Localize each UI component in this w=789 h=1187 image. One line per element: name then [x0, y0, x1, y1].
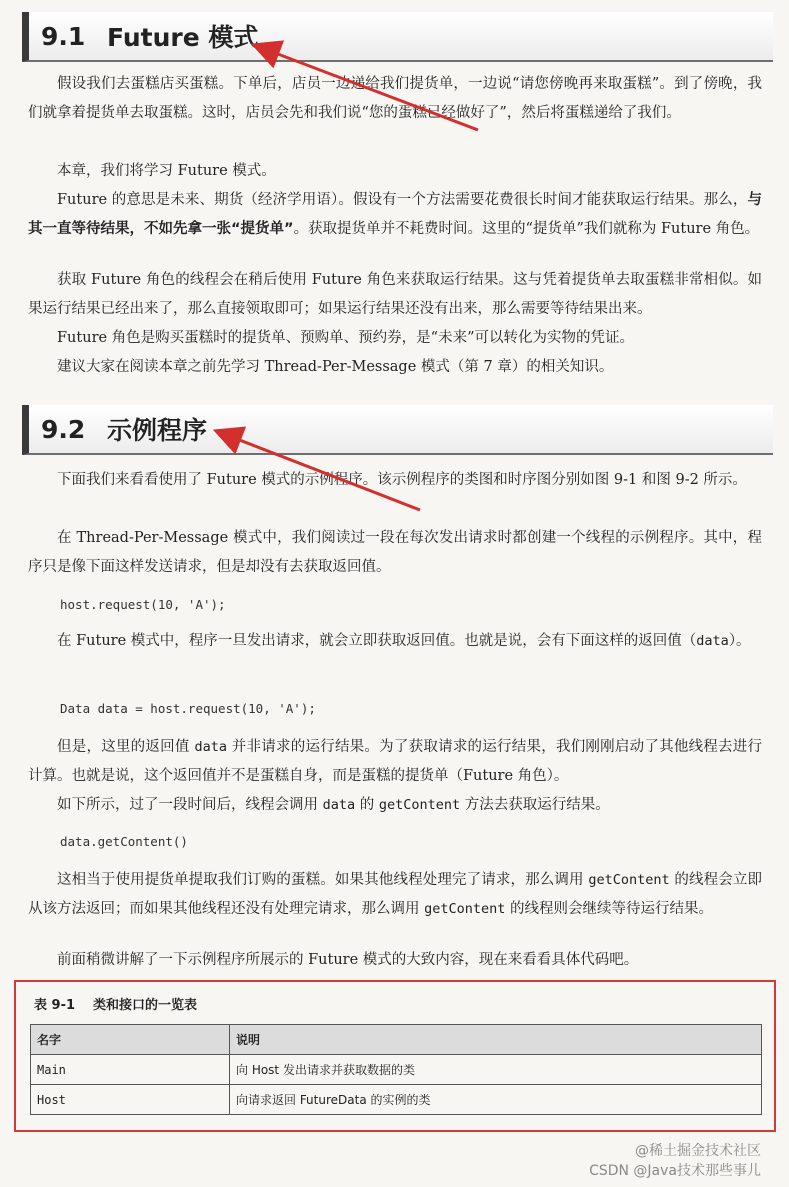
- watermark-csdn: CSDN @Java技术那些事儿: [589, 1163, 761, 1179]
- paragraph: 假设我们去蛋糕店买蛋糕。下单后，店员一边递给我们提货单，一边说“请您傍晚再来取蛋糕”。到了傍晚，我们就拿着提货单去取蛋糕。这时，店员会先和我们说“您的蛋糕已经做好了”，然后将蛋糕递给了我们。: [28, 76, 762, 121]
- code-line: data.getContent(): [60, 834, 188, 849]
- annotation-arrow-2: [224, 434, 420, 510]
- table-cell-desc: 向 Host 发出请求并获取数据的类: [230, 1055, 762, 1085]
- code-line: Data data = host.request(10, 'A');: [60, 701, 316, 716]
- column-header: 说明: [230, 1025, 762, 1055]
- paragraph: 前面稍微讲解了一下示例程序所展示的 Future 模式的大致内容，现在来看看具体代码吧。: [57, 952, 639, 968]
- section-number: 9.1: [41, 21, 86, 51]
- paragraph: 这相当于使用提货单提取我们订购的蛋糕。如果其他线程处理完了请求，那么调用 getContent 的线程会立即从该方法返回；而如果其他线程还没有处理完请求，那么调用 getContent 的线程则会继续等待运行结果。: [28, 872, 763, 917]
- paragraph: 在 Thread-Per-Message 模式中，我们阅读过一段在每次发出请求时都创建一个线程的示例程序。其中，程序只是像下面这样发送请求，但是却没有去获取返回值。: [28, 530, 762, 575]
- paragraph: 在 Future 模式中，程序一旦发出请求，就会立即获取返回值。也就是说，会有下面这样的返回值（data）。: [57, 633, 751, 649]
- paragraph: 如下所示，过了一段时间后，线程会调用 data 的 getContent 方法去获取运行结果。: [57, 797, 610, 813]
- paragraph: 但是，这里的返回值 data 并非请求的运行结果。为了获取请求的运行结果，我们刚刚启动了其他线程去进行计算。也就是说，这个返回值并不是蛋糕自身，而是蛋糕的提货单（Future 角色）。: [28, 739, 762, 784]
- table-cell-name: Main: [31, 1055, 230, 1085]
- paragraph: Future 的意思是未来、期货（经济学用语）。假设有一个方法需要花费很长时间才能获取运行结果。那么，与其一直等待结果，不如先拿一张“提货单”。获取提货单并不耗费时间。这里的“提货单”我们就称为 Future 角色。: [28, 192, 762, 237]
- code-line: host.request(10, 'A');: [60, 597, 226, 612]
- paragraph: 建议大家在阅读本章之前先学习 Thread-Per-Message 模式（第 7 章）的相关知识。: [57, 359, 614, 375]
- column-header: 名字: [31, 1025, 230, 1055]
- paragraph: Future 角色是购买蛋糕时的提货单、预购单、预约券，是“未来”可以转化为实物的凭证。: [57, 330, 635, 346]
- table-cell-name: Host: [31, 1085, 230, 1115]
- paragraph: 获取 Future 角色的线程会在稍后使用 Future 角色来获取运行结果。这与凭着提货单去取蛋糕非常相似。如果运行结果已经出来了，那么直接领取即可；如果运行结果还没有出来，那么需要等待结果出来。: [28, 272, 762, 317]
- paragraph: 下面我们来看看使用了 Future 模式的示例程序。该示例程序的类图和时序图分别如图 9-1 和图 9-2 所示。: [57, 472, 747, 488]
- section-title: 示例程序: [107, 416, 208, 445]
- watermark-juejin: @稀土掘金技术社区: [635, 1143, 761, 1159]
- annotation-arrow-1: [262, 48, 478, 130]
- table-cell-desc: 向请求返回 FutureData 的实例的类: [230, 1085, 762, 1115]
- section-number: 9.2: [41, 414, 86, 444]
- bold-emphasis: 与其一直等待结果，不如先拿一张“提货单”: [28, 192, 762, 237]
- section-title: Future 模式: [107, 23, 259, 52]
- table-caption: 表 9-1 类和接口的一览表: [34, 998, 198, 1013]
- paragraph: 本章，我们将学习 Future 模式。: [57, 163, 276, 179]
